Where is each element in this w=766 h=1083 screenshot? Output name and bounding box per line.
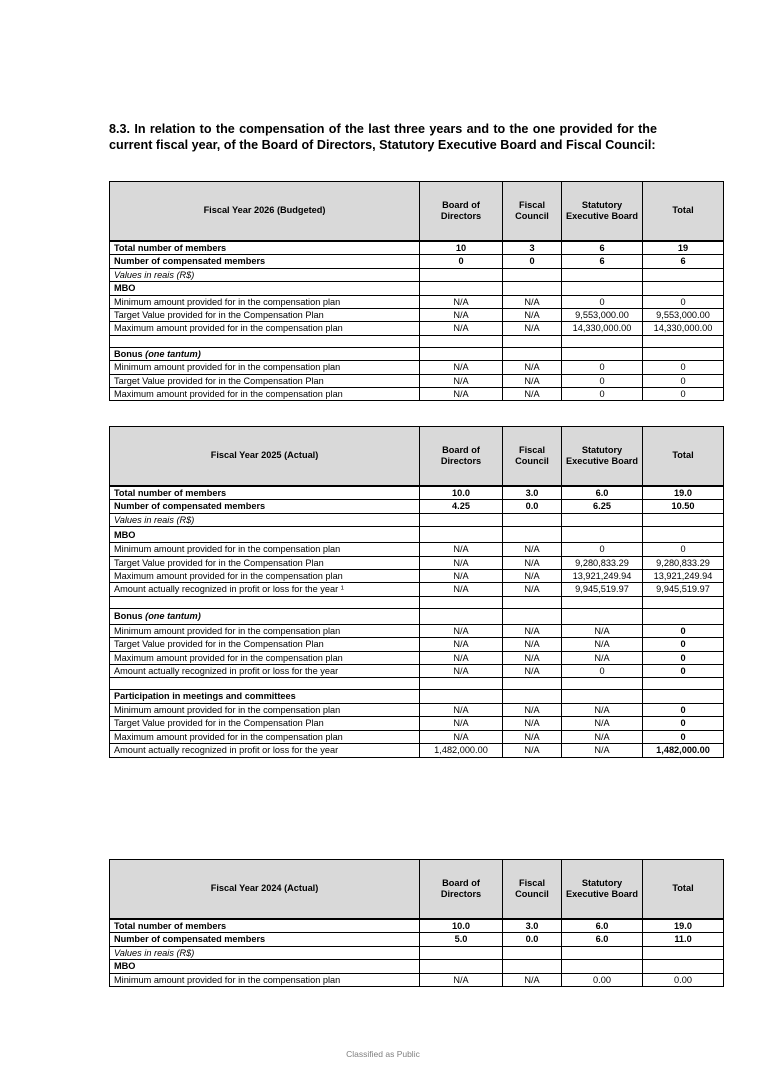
- cell-empty: [503, 268, 562, 281]
- cell-fiscal: N/A: [503, 583, 562, 596]
- row-values-in-reais: [110, 513, 724, 526]
- cell-fiscal: N/A: [503, 730, 562, 743]
- cell-board: N/A: [420, 309, 503, 322]
- cell-statutory: N/A: [562, 638, 643, 651]
- cell-total: 0: [643, 543, 724, 556]
- row-section-bonus: [110, 347, 724, 360]
- cell-empty: [643, 282, 724, 295]
- cell-board: N/A: [420, 730, 503, 743]
- row-label: Total number of members: [110, 486, 420, 500]
- cell-statutory: N/A: [562, 624, 643, 637]
- cell-board: N/A: [420, 322, 503, 335]
- row-label: Target Value provided for in the Compensation Plan: [110, 638, 420, 651]
- row-bonus-maximum: [110, 388, 724, 401]
- cell-total: 0: [643, 361, 724, 374]
- cell-empty: [562, 678, 643, 690]
- cell-empty: [420, 527, 503, 543]
- cell-statutory: N/A: [562, 703, 643, 716]
- cell-fiscal: N/A: [503, 638, 562, 651]
- row-label: Values in reais (R$): [110, 946, 420, 959]
- cell-fiscal: 0.0: [503, 933, 562, 946]
- cell-empty: [643, 678, 724, 690]
- row-participation-minimum: [110, 703, 724, 716]
- cell-board: N/A: [420, 388, 503, 401]
- cell-fiscal: N/A: [503, 703, 562, 716]
- cell-statutory: 14,330,000.00: [562, 322, 643, 335]
- cell-fiscal: N/A: [503, 665, 562, 678]
- cell-empty: [562, 960, 643, 973]
- row-bonus-target: [110, 638, 724, 651]
- row-bonus-recognized: [110, 665, 724, 678]
- cell-total: 0: [643, 730, 724, 743]
- row-label: Values in reais (R$): [110, 268, 420, 281]
- cell-board: N/A: [420, 583, 503, 596]
- cell-total: 19.0: [643, 486, 724, 500]
- cell-board: 4.25: [420, 500, 503, 513]
- cell-empty: [420, 282, 503, 295]
- cell-fiscal: N/A: [503, 322, 562, 335]
- section-label: [110, 608, 420, 624]
- row-mbo-minimum: [110, 543, 724, 556]
- cell-total: 1,482,000.00: [643, 744, 724, 757]
- section-label: MBO: [110, 960, 420, 973]
- cell-total: 19: [643, 241, 724, 255]
- cell-total: 0: [643, 374, 724, 387]
- cell-total: 0: [643, 638, 724, 651]
- cell-statutory: 6: [562, 241, 643, 255]
- cell-empty: [503, 678, 562, 690]
- col-total: Total: [643, 427, 724, 487]
- cell-empty: [562, 268, 643, 281]
- row-label: Minimum amount provided for in the compensation plan: [110, 703, 420, 716]
- cell-statutory: 6.0: [562, 486, 643, 500]
- cell-empty: [562, 596, 643, 608]
- cell-total: 0: [643, 388, 724, 401]
- row-mbo-target: [110, 556, 724, 569]
- row-compensated-members: [110, 500, 724, 513]
- cell-board: 10: [420, 241, 503, 255]
- table-header-row: [110, 182, 724, 242]
- cell-board: N/A: [420, 624, 503, 637]
- cell-total: 6: [643, 255, 724, 268]
- cell-board: 10.0: [420, 486, 503, 500]
- cell-empty: [420, 690, 503, 703]
- cell-board: N/A: [420, 556, 503, 569]
- col-statutory-executive-board: Statutory Executive Board: [562, 860, 643, 920]
- bonus-note: (one tantum): [145, 611, 201, 622]
- cell-total: 0: [643, 665, 724, 678]
- row-label: Total number of members: [110, 241, 420, 255]
- table-title: Fiscal Year 2026 (Budgeted): [110, 182, 420, 242]
- cell-empty: [420, 960, 503, 973]
- cell-empty: [503, 282, 562, 295]
- cell-total: 0: [643, 295, 724, 308]
- cell-total: 0.00: [643, 973, 724, 986]
- cell-total: 13,921,249.94: [643, 570, 724, 583]
- cell-empty: [562, 335, 643, 347]
- cell-board: N/A: [420, 374, 503, 387]
- cell-empty: [503, 513, 562, 526]
- row-values-in-reais: [110, 268, 724, 281]
- col-board-of-directors: Board of Directors: [420, 427, 503, 487]
- cell-statutory: 6.25: [562, 500, 643, 513]
- cell-empty: [643, 347, 724, 360]
- cell-fiscal: 3.0: [503, 919, 562, 933]
- row-label: Maximum amount provided for in the compensation plan: [110, 388, 420, 401]
- cell-empty: [503, 690, 562, 703]
- cell-fiscal: 3.0: [503, 486, 562, 500]
- cell-statutory: 9,280,833.29: [562, 556, 643, 569]
- table-fiscal-year-2024: [109, 859, 724, 987]
- row-bonus-minimum: [110, 624, 724, 637]
- row-mbo-recognized: [110, 583, 724, 596]
- cell-board: N/A: [420, 361, 503, 374]
- cell-total: 0: [643, 624, 724, 637]
- col-board-of-directors: Board of Directors: [420, 182, 503, 242]
- cell-board: 0: [420, 255, 503, 268]
- cell-statutory: N/A: [562, 651, 643, 664]
- cell-fiscal: N/A: [503, 717, 562, 730]
- cell-total: 14,330,000.00: [643, 322, 724, 335]
- row-label: Minimum amount provided for in the compensation plan: [110, 624, 420, 637]
- row-label: Values in reais (R$): [110, 513, 420, 526]
- cell-board: N/A: [420, 295, 503, 308]
- row-values-in-reais: [110, 946, 724, 959]
- cell-empty: [643, 946, 724, 959]
- table-fiscal-year-2026: [109, 181, 724, 401]
- cell-fiscal: N/A: [503, 744, 562, 757]
- table-fiscal-year-2025: [109, 426, 724, 758]
- cell-empty: [562, 608, 643, 624]
- cell-fiscal: N/A: [503, 624, 562, 637]
- row-bonus-maximum: [110, 651, 724, 664]
- section-label: MBO: [110, 527, 420, 543]
- cell-statutory: 0: [562, 374, 643, 387]
- row-section-mbo: [110, 282, 724, 295]
- cell-board: N/A: [420, 703, 503, 716]
- cell-board: N/A: [420, 717, 503, 730]
- section-label: Participation in meetings and committees: [110, 690, 420, 703]
- cell-empty: [643, 335, 724, 347]
- cell-empty: [110, 678, 420, 690]
- row-label: Target Value provided for in the Compensation Plan: [110, 556, 420, 569]
- cell-empty: [420, 608, 503, 624]
- cell-empty: [503, 347, 562, 360]
- cell-empty: [420, 946, 503, 959]
- cell-board: 10.0: [420, 919, 503, 933]
- row-total-members: [110, 919, 724, 933]
- col-fiscal-council: Fiscal Council: [503, 860, 562, 920]
- cell-fiscal: 0: [503, 255, 562, 268]
- row-mbo-minimum: [110, 295, 724, 308]
- row-bonus-target: [110, 374, 724, 387]
- row-label: Number of compensated members: [110, 933, 420, 946]
- row-label: Target Value provided for in the Compensation Plan: [110, 717, 420, 730]
- cell-total: 19.0: [643, 919, 724, 933]
- cell-board: N/A: [420, 651, 503, 664]
- cell-empty: [562, 690, 643, 703]
- cell-statutory: 13,921,249.94: [562, 570, 643, 583]
- cell-total: 0: [643, 717, 724, 730]
- row-section-mbo: [110, 960, 724, 973]
- row-mbo-maximum: [110, 570, 724, 583]
- row-label: Target Value provided for in the Compensation Plan: [110, 309, 420, 322]
- cell-empty: [420, 268, 503, 281]
- cell-total: 10.50: [643, 500, 724, 513]
- cell-empty: [110, 596, 420, 608]
- row-total-members: [110, 241, 724, 255]
- cell-empty: [562, 513, 643, 526]
- row-label: Minimum amount provided for in the compensation plan: [110, 543, 420, 556]
- cell-empty: [643, 513, 724, 526]
- cell-fiscal: N/A: [503, 361, 562, 374]
- section-heading: 8.3. In relation to the compensation of the last three years and to the one provided for the current fiscal year, of the Board of Directors, Statutory Executive Board and Fiscal Council:: [109, 122, 657, 152]
- cell-fiscal: N/A: [503, 374, 562, 387]
- cell-fiscal: 3: [503, 241, 562, 255]
- cell-fiscal: N/A: [503, 651, 562, 664]
- cell-empty: [643, 608, 724, 624]
- row-section-bonus: [110, 608, 724, 624]
- cell-empty: [643, 596, 724, 608]
- table-header-row: [110, 427, 724, 487]
- cell-empty: [503, 527, 562, 543]
- row-total-members: [110, 486, 724, 500]
- bonus-note: (one tantum): [145, 348, 201, 359]
- cell-empty: [503, 596, 562, 608]
- cell-board: N/A: [420, 543, 503, 556]
- table-title: Fiscal Year 2025 (Actual): [110, 427, 420, 487]
- cell-board: N/A: [420, 638, 503, 651]
- cell-board: 1,482,000.00: [420, 744, 503, 757]
- row-label: Number of compensated members: [110, 255, 420, 268]
- cell-empty: [503, 335, 562, 347]
- bonus-label: Bonus: [114, 611, 146, 622]
- cell-board: 5.0: [420, 933, 503, 946]
- row-label: Minimum amount provided for in the compensation plan: [110, 361, 420, 374]
- table-title: Fiscal Year 2024 (Actual): [110, 860, 420, 920]
- cell-fiscal: N/A: [503, 388, 562, 401]
- cell-empty: [420, 347, 503, 360]
- cell-statutory: 0: [562, 543, 643, 556]
- row-bonus-minimum: [110, 361, 724, 374]
- cell-fiscal: 0.0: [503, 500, 562, 513]
- cell-empty: [643, 960, 724, 973]
- cell-empty: [643, 690, 724, 703]
- cell-board: N/A: [420, 973, 503, 986]
- table-header-row: [110, 860, 724, 920]
- row-label: Amount actually recognized in profit or loss for the year: [110, 665, 420, 678]
- cell-statutory: 6.0: [562, 933, 643, 946]
- section-label: MBO: [110, 282, 420, 295]
- row-label: Minimum amount provided for in the compensation plan: [110, 973, 420, 986]
- cell-empty: [420, 678, 503, 690]
- cell-fiscal: N/A: [503, 543, 562, 556]
- row-label: Maximum amount provided for in the compensation plan: [110, 570, 420, 583]
- cell-empty: [420, 513, 503, 526]
- row-participation-maximum: [110, 730, 724, 743]
- classification-footer: Classified as Public: [346, 1049, 420, 1059]
- row-spacer: [110, 335, 724, 347]
- row-label: Maximum amount provided for in the compensation plan: [110, 651, 420, 664]
- row-participation-target: [110, 717, 724, 730]
- col-statutory-executive-board: Statutory Executive Board: [562, 427, 643, 487]
- cell-statutory: N/A: [562, 730, 643, 743]
- cell-statutory: 9,945,519.97: [562, 583, 643, 596]
- col-fiscal-council: Fiscal Council: [503, 182, 562, 242]
- cell-board: N/A: [420, 665, 503, 678]
- cell-fiscal: N/A: [503, 570, 562, 583]
- cell-empty: [503, 608, 562, 624]
- row-label: Amount actually recognized in profit or loss for the year: [110, 744, 420, 757]
- cell-empty: [110, 335, 420, 347]
- cell-empty: [503, 960, 562, 973]
- cell-statutory: 0: [562, 665, 643, 678]
- cell-empty: [420, 596, 503, 608]
- cell-statutory: 0: [562, 295, 643, 308]
- row-mbo-maximum: [110, 322, 724, 335]
- cell-empty: [562, 527, 643, 543]
- cell-empty: [562, 946, 643, 959]
- cell-fiscal: N/A: [503, 295, 562, 308]
- cell-total: 9,945,519.97: [643, 583, 724, 596]
- bonus-label: Bonus: [114, 348, 146, 359]
- row-participation-recognized: [110, 744, 724, 757]
- cell-empty: [420, 335, 503, 347]
- row-section-mbo: [110, 527, 724, 543]
- row-spacer: [110, 678, 724, 690]
- cell-empty: [643, 527, 724, 543]
- cell-empty: [643, 268, 724, 281]
- col-total: Total: [643, 860, 724, 920]
- cell-statutory: N/A: [562, 717, 643, 730]
- cell-statutory: 0: [562, 361, 643, 374]
- cell-fiscal: N/A: [503, 973, 562, 986]
- section-label: [110, 347, 420, 360]
- row-spacer: [110, 596, 724, 608]
- col-fiscal-council: Fiscal Council: [503, 427, 562, 487]
- row-label: Total number of members: [110, 919, 420, 933]
- col-board-of-directors: Board of Directors: [420, 860, 503, 920]
- col-statutory-executive-board: Statutory Executive Board: [562, 182, 643, 242]
- cell-statutory: 6: [562, 255, 643, 268]
- cell-statutory: 9,553,000.00: [562, 309, 643, 322]
- cell-statutory: N/A: [562, 744, 643, 757]
- row-mbo-target: [110, 309, 724, 322]
- row-label: Target Value provided for in the Compensation Plan: [110, 374, 420, 387]
- cell-statutory: 0.00: [562, 973, 643, 986]
- row-label: Amount actually recognized in profit or loss for the year ¹: [110, 583, 420, 596]
- row-compensated-members: [110, 933, 724, 946]
- cell-total: 11.0: [643, 933, 724, 946]
- cell-empty: [503, 946, 562, 959]
- row-label: Maximum amount provided for in the compensation plan: [110, 730, 420, 743]
- row-compensated-members: [110, 255, 724, 268]
- cell-empty: [562, 347, 643, 360]
- row-mbo-minimum: [110, 973, 724, 986]
- cell-total: 0: [643, 651, 724, 664]
- cell-empty: [562, 282, 643, 295]
- cell-fiscal: N/A: [503, 556, 562, 569]
- cell-total: 9,280,833.29: [643, 556, 724, 569]
- cell-board: N/A: [420, 570, 503, 583]
- row-label: Minimum amount provided for in the compensation plan: [110, 295, 420, 308]
- cell-fiscal: N/A: [503, 309, 562, 322]
- row-section-participation: [110, 690, 724, 703]
- cell-total: 0: [643, 703, 724, 716]
- cell-statutory: 0: [562, 388, 643, 401]
- col-total: Total: [643, 182, 724, 242]
- row-label: Number of compensated members: [110, 500, 420, 513]
- cell-total: 9,553,000.00: [643, 309, 724, 322]
- cell-statutory: 6.0: [562, 919, 643, 933]
- row-label: Maximum amount provided for in the compensation plan: [110, 322, 420, 335]
